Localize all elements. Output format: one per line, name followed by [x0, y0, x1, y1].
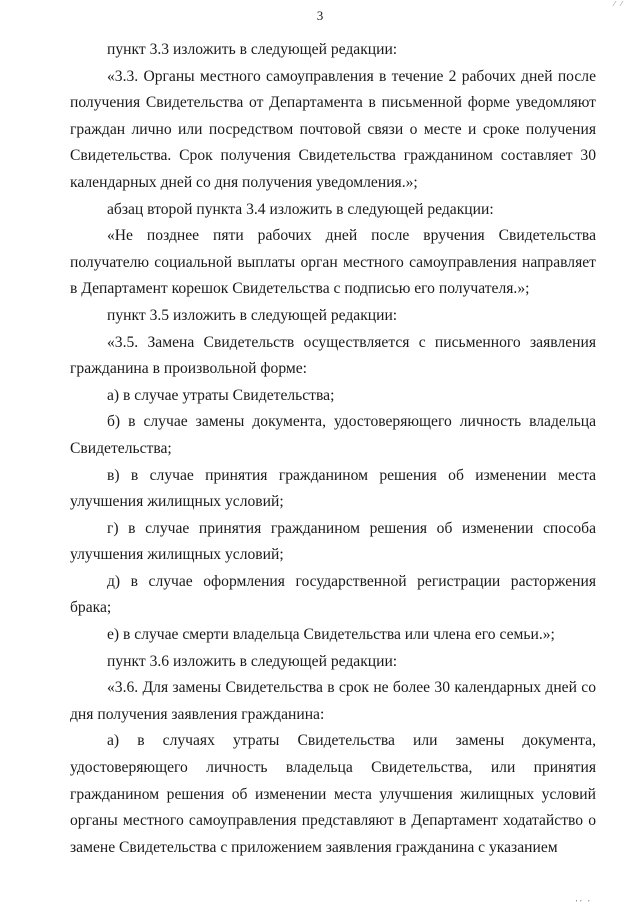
paragraph-clause-3-4: «Не позднее пяти рабочих дней после вручения Свидетельства получателю социальной выплаты орган местного самоуправления направляет в Департамент корешок Свидетельства с подписью его получателя.»; [70, 227, 596, 298]
list-item-g: г) в случае принятия гражданином решения об изменении способа улучшения жилищных условий; [70, 519, 596, 564]
paragraph-clause-3-5: «3.5. Замена Свидетельств осуществляется с письменного заявления гражданина в произвольной форме: [70, 333, 596, 378]
list-item-d: д) в случае оформления государственной регистрации расторжения брака; [70, 572, 596, 617]
paragraph-clause-3-6-a: а) в случаях утраты Свидетельства или замены документа, удостоверяющего личность владельца Свидетельства, или принятия гражданином решения об изменении места улучшения жилищных условий органы местного самоуправления представляют в Департамент ходатайство о замене Свидетельства с приложением заявления гражданина с указанием [70, 732, 596, 856]
paragraph-clause-3-3-intro: пункт 3.3 изложить в следующей редакции: [107, 41, 398, 58]
scan-mark-top: ⁄ ⁄ [613, 0, 624, 8]
paragraph-clause-3-6-intro: пункт 3.6 изложить в следующей редакции: [107, 652, 398, 670]
list-item-v: в) в случае принятия гражданином решения об изменении места улучшения жилищных условий; [70, 466, 596, 511]
paragraph-clause-3-4-intro: абзац второй пункта 3.4 изложить в следующей редакции: [107, 200, 494, 218]
list-item-b: б) в случае замены документа, удостоверяющего личность владельца Свидетельства; [70, 413, 596, 457]
list-item-e: е) в случае смерти владельца Свидетельства или члена его семьи.»; [107, 626, 555, 644]
page-number: 3 [316, 8, 324, 23]
paragraph-clause-3-6: «3.6. Для замены Свидетельства в срок не более 30 календарных дней со дня получения заявления гражданина: [70, 679, 596, 723]
list-item-a: а) в случае утраты Свидетельства; [107, 386, 335, 404]
scan-mark-bottom: ‚‚ ‚ [575, 895, 592, 903]
document-body [70, 37, 596, 861]
paragraph-clause-3-3: «3.3. Органы местного самоуправления в течение 2 рабочих дней после получения Свидетельства от Департамента в письменной форме уведомляют граждан лично или посредством почтовой связи о месте и сроке получения Свидетельства. Срок получения Свидетельства гражданином составляет 30 календарных дней со дня получения уведомления.»; [70, 67, 596, 191]
paragraph-clause-3-5-intro: пункт 3.5 изложить в следующей редакции: [107, 306, 398, 324]
